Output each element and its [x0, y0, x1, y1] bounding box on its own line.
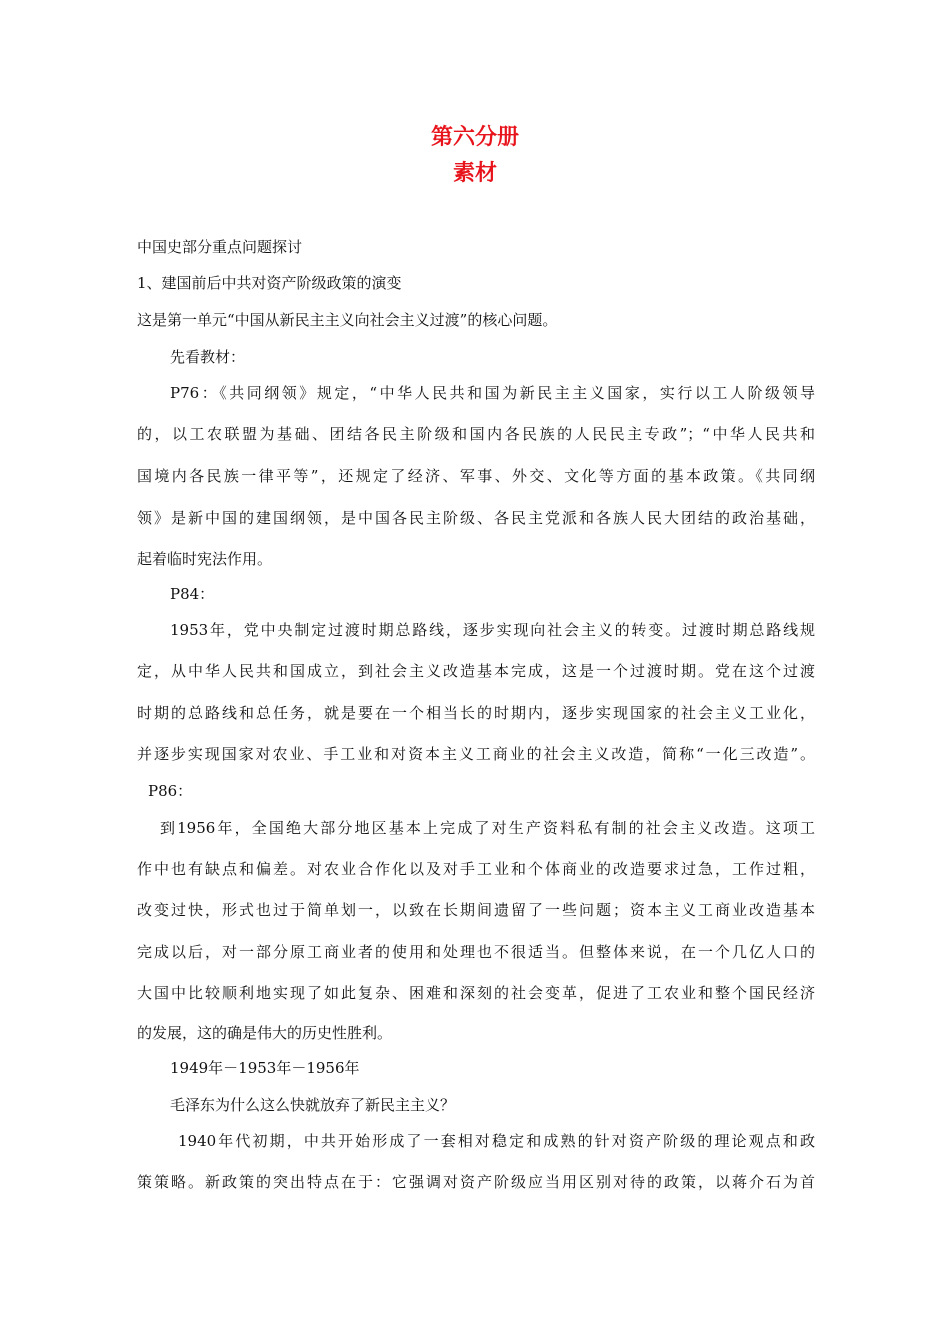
text-line: 改变过快，形式也过于简单划一，以致在长期间遗留了一些问题；资本主义工商业改造基本: [137, 901, 815, 919]
text-line: 完成以后，对一部分原工商业者的使用和处理也不很适当。但整体来说，在一个几亿人口的: [137, 943, 815, 961]
page-reference: P86：: [148, 782, 193, 800]
text-line: 大国中比较顺利地实现了如此复杂、困难和深刻的社会变革，促进了工农业和整个国民经济: [137, 984, 815, 1002]
timeline-line: 1949年－1953年－1956年: [170, 1059, 360, 1077]
text-line: 到1956年，全国绝大部分地区基本上完成了对生产资料私有制的社会主义改造。这项工: [160, 819, 815, 837]
text-line: 1940年代初期，中共开始形成了一套相对稳定和成熟的针对资产阶级的理论观点和政: [178, 1132, 815, 1150]
topic-heading: 1、建国前后中共对资产阶级政策的演变: [137, 274, 402, 292]
document-title: 第六分册: [430, 124, 519, 150]
page-reference: P84：: [170, 585, 215, 603]
text-line: 作中也有缺点和偏差。对农业合作化以及对手工业和个体商业的改造要求过急，工作过粗，: [137, 860, 815, 878]
text-line: 时期的总路线和总任务，就是要在一个相当长的时期内，逐步实现国家的社会主义工业化，: [137, 704, 815, 722]
text-line: 并逐步实现国家对农业、手工业和对资本主义工商业的社会主义改造，简称“一化三改造”。: [137, 745, 815, 763]
document-subtitle: 素材: [452, 160, 497, 186]
text-line: 起着临时宪法作用。: [137, 550, 273, 568]
text-line: 定，从中华人民共和国成立，到社会主义改造基本完成，这是一个过渡时期。党在这个过渡: [137, 662, 815, 680]
text-line: 国境内各民族一律平等”，还规定了经济、军事、外交、文化等方面的基本政策。《共同纲: [137, 467, 815, 485]
text-line: 先看教材：: [170, 348, 246, 366]
text-line: 领》是新中国的建国纲领，是中国各民主阶级、各民主党派和各族人民大团结的政治基础，: [137, 509, 815, 527]
text-line: 1953年，党中央制定过渡时期总路线，逐步实现向社会主义的转变。过渡时期总路线规: [170, 621, 815, 639]
text-line: 策策略。新政策的突出特点在于：它强调对资产阶级应当用区别对待的政策，以蒋介石为首: [137, 1173, 815, 1191]
section-heading: 中国史部分重点问题探讨: [137, 238, 303, 256]
text-line: P76：《共同纲领》规定，“中华人民共和国为新民主主义国家，实行以工人阶级领导: [170, 384, 815, 402]
text-line: 的发展，这的确是伟大的历史性胜利。: [137, 1024, 393, 1042]
text-line: 的，以工农联盟为基础、团结各民主阶级和国内各民族的人民民主专政”；“中华人民共和: [137, 425, 815, 443]
question-line: 毛泽东为什么这么快就放弃了新民主主义？: [170, 1096, 456, 1114]
text-line: 这是第一单元“中国从新民主主义向社会主义过渡”的核心问题。: [137, 311, 558, 329]
